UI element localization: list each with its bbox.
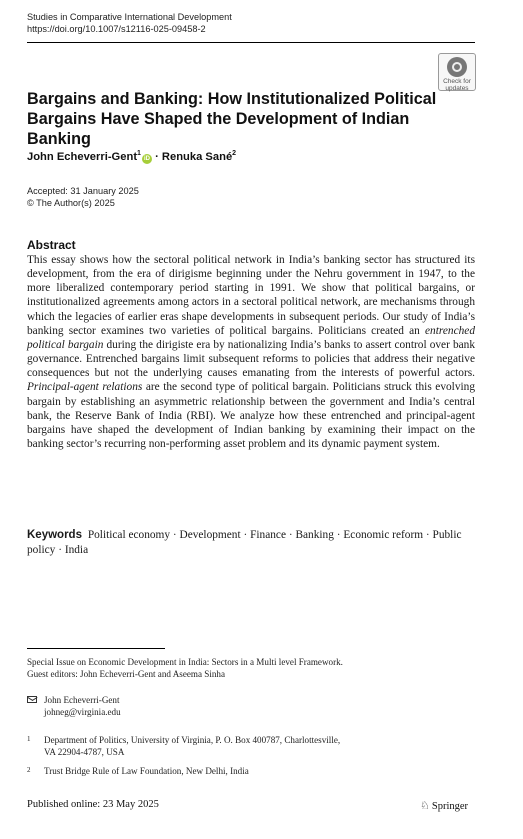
keyword: Banking <box>295 529 334 541</box>
keyword: Economic reform <box>343 529 424 541</box>
emphasis: Principal-agent relations <box>27 381 143 394</box>
keywords: Keywords Political economy · Development · Finance · Banking · Economic reform · Public policy · India <box>27 529 462 556</box>
author-affiliation-ref: 2 <box>232 150 237 157</box>
envelope-icon <box>27 696 37 703</box>
abstract-body: This essay shows how the sectoral political network in India’s banking sector has structured its development, from the era of dirigisme beginning under the Nehru government in 1947, to the more liberalized contemporary period starting in 1991. We show that political bargains, or institutionalized agreements among actors in a sectoral political network, are mechanisms through which the legacies of earlier eras shape developments in subsequent periods. Our study of India’s banking sector examines two varieties of political bargains. Politicians created an entrenched political bargain during the dirigiste era by nationalizing India’s banks to assert control over bank governance. Entrenched bargains limit subsequent reforms to policies that address their negative consequences but not the underlying causes emanating from the interests of powerful actors. Principal-agent relations are the second type of political bargain. Politicians struck this evolving bargain by establishing an asymmetric relationship between the government and India’s central bank, the Reserve Bank of India (RBI). We analyze how these entrenched and principal-agent bargains have shaped the development of Indian banking by examining their impact on the banking sector’s recurring non-performing asset problem and its dynamic payment system. <box>27 254 475 451</box>
copyright: © The Author(s) 2025 <box>27 198 115 208</box>
check-for-updates-icon <box>447 57 467 77</box>
springer-horse-icon: ♘ <box>420 800 430 812</box>
journal-name: Studies in Comparative International Development <box>27 12 232 22</box>
check-for-updates-button[interactable] <box>438 53 476 91</box>
affiliation-number: 2 <box>27 766 31 774</box>
published-online: Published online: 23 May 2025 <box>27 799 159 810</box>
special-issue-note: Special Issue on Economic Development in India: Sectors in a Multi level Framework. Guest editors: John Echeverri-Gent and Aseema Sinha <box>27 657 343 680</box>
publisher-name: Springer <box>431 801 469 812</box>
article-title: Bargains and Banking: How Institutionalized Political Bargains Have Shaped the Development of Indian Banking <box>27 90 437 148</box>
corresponding-author <box>44 694 121 718</box>
keyword: Finance <box>250 529 286 541</box>
publisher-logo <box>420 799 468 812</box>
corresponding-author-email[interactable]: johneg@virginia.edu <box>44 707 121 718</box>
author-name[interactable]: John Echeverri-Gent <box>27 151 138 163</box>
doi-link[interactable]: https://doi.org/10.1007/s12116-025-09458-2 <box>27 24 206 34</box>
affiliation-number: 1 <box>27 735 31 743</box>
footnote-rule <box>27 648 165 649</box>
accepted-date: Accepted: 31 January 2025 <box>27 186 139 196</box>
corresponding-author-name: John Echeverri-Gent <box>44 695 120 705</box>
article-dates <box>27 185 139 209</box>
keyword: Development <box>179 529 241 541</box>
abstract-heading: Abstract <box>27 238 76 252</box>
author-list <box>27 147 236 164</box>
keyword: India <box>64 543 89 556</box>
journal-header <box>27 11 232 35</box>
keywords-heading: Keywords <box>27 529 82 541</box>
affiliation: Department of Politics, University of Virginia, P. O. Box 400787, Charlottesville, VA 22904-4787, USA <box>44 735 341 758</box>
keyword: Public policy <box>27 529 462 556</box>
keyword: Political economy <box>87 529 171 541</box>
author-affiliation-ref: 1 <box>137 150 141 157</box>
affiliation: Trust Bridge Rule of Law Foundation, New Delhi, India <box>44 766 249 776</box>
emphasis: entrenched political bargain <box>27 324 475 351</box>
header-rule <box>27 42 475 43</box>
check-for-updates-label: Check for updates <box>443 78 471 92</box>
orcid-icon[interactable]: iD <box>143 156 150 162</box>
author-name[interactable]: Renuka Sané <box>161 151 233 163</box>
author-separator: · <box>155 151 159 163</box>
